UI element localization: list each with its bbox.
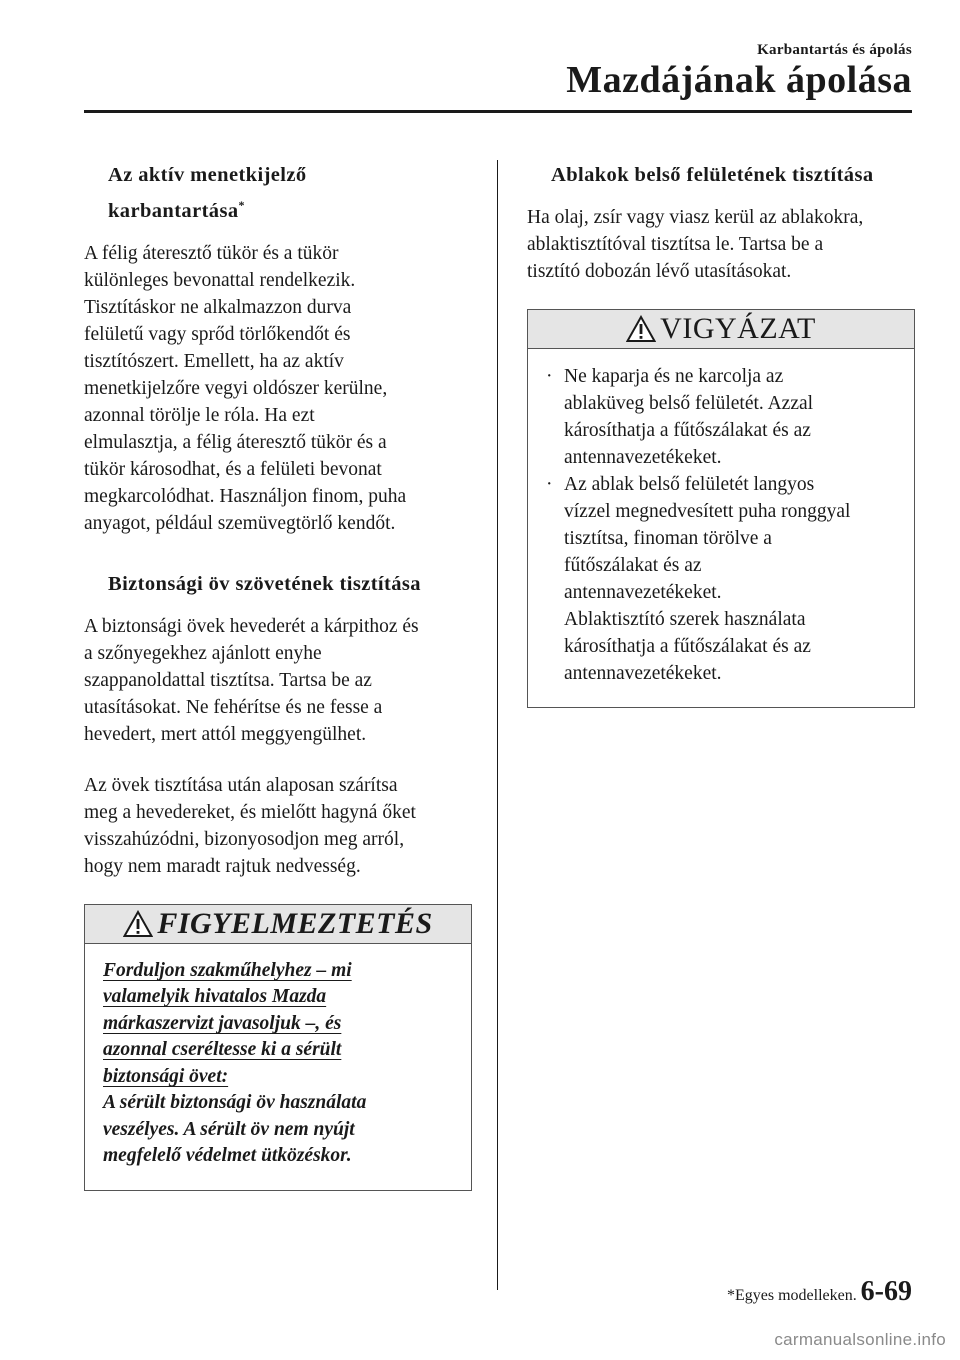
heading-line-1: Az aktív menetkijelző: [108, 164, 307, 186]
text-line: anyagot, például szemüvegtörlő kendőt.: [84, 512, 396, 534]
text-line: utasításokat. Ne fehérítse és ne fesse a: [84, 696, 383, 718]
text-line: hogy nem maradt rajtuk nedvesség.: [84, 855, 361, 877]
caution-list-item: [546, 471, 896, 687]
bullet-marker: ·: [546, 366, 553, 387]
warning-label: FIGYELMEZTETÉS: [157, 906, 433, 940]
text-line: különleges bevonattal rendelkezik.: [84, 269, 356, 291]
text-line: A félig áteresztő tükör és a tükör: [84, 242, 339, 264]
caution-triangle-icon: [626, 315, 656, 343]
seatbelt-paragraph-1: [84, 613, 472, 748]
left-column: [84, 160, 472, 1191]
page-number: 6-69: [860, 1276, 912, 1307]
column-divider: [497, 160, 498, 1290]
text-line: Tisztításkor ne alkalmazzon durva: [84, 296, 352, 318]
warning-line: veszélyes. A sérült öv nem nyújt: [103, 1118, 355, 1140]
watermark: carmanualsonline.info: [774, 1330, 946, 1349]
text-line: a szőnyegekhez ajánlott enyhe: [84, 642, 322, 664]
warning-line: megfelelő védelmet ütközéskor.: [103, 1145, 352, 1167]
text-line: Ablaktisztító szerek használata: [564, 609, 806, 630]
right-column: [527, 160, 915, 708]
windows-paragraph: [527, 204, 915, 285]
text-line: ablaktisztítóval tisztítsa le. Tartsa be a: [527, 234, 824, 255]
text-line: visszahúzódni, bizonyosodjon meg arról,: [84, 828, 405, 850]
text-line: antennavezetékeket.: [564, 447, 722, 468]
text-line: Az ablak belső felületét langyos: [564, 474, 815, 495]
text-line: azonnal törölje le róla. Ha ezt: [84, 404, 315, 426]
caution-list: [546, 363, 896, 687]
text-line: megkarcolódhat. Használjon finom, puha: [84, 485, 407, 507]
warning-underlined-line: azonnal cseréltesse ki a sérült: [103, 1039, 342, 1061]
text-line: tisztítsa, finoman törölve a: [564, 528, 772, 549]
text-line: vízzel megnedvesített puha ronggyal: [564, 501, 851, 522]
text-line: A biztonsági övek hevederét a kárpithoz és: [84, 615, 419, 637]
text-line: Ne kaparja és ne karcolja az: [564, 366, 784, 387]
text-line: elmulasztja, a félig áteresztő tükör és a: [84, 431, 387, 453]
text-line: Az övek tisztítása után alaposan szárítsa: [84, 774, 398, 796]
header-rule: [84, 110, 912, 113]
footnote-marker: *: [238, 198, 245, 212]
text-line: felületű vagy sprőd törlőkendőt és: [84, 323, 351, 345]
caution-header: [528, 310, 914, 349]
hud-paragraph: [84, 240, 472, 537]
warning-triangle-icon: [123, 910, 153, 938]
bullet-marker: ·: [546, 474, 553, 495]
text-line: antennavezetékeket.: [564, 663, 722, 684]
warning-line: A sérült biztonsági öv használata: [103, 1092, 367, 1114]
text-line: antennavezetékeket.: [564, 582, 722, 603]
text-line: károsíthatja a fűtőszálakat és az: [564, 636, 811, 657]
warning-header: [85, 905, 471, 944]
text-line: fűtőszálakat és az: [564, 555, 702, 576]
text-line: hevedert, mert attól meggyengülhet.: [84, 723, 367, 745]
chapter-label: Karbantartás és ápolás: [757, 42, 912, 58]
warning-underlined-line: biztonsági övet:: [103, 1065, 229, 1087]
text-line: szappanoldattal tisztítsa. Tartsa be az: [84, 669, 372, 691]
section-heading-windows: Ablakok belső felületének tisztítása: [551, 164, 874, 186]
caution-list-item: [546, 363, 896, 471]
text-line: károsíthatja a fűtőszálakat és az: [564, 420, 811, 441]
text-line: tükör károsodhat, és a felületi bevonat: [84, 458, 382, 480]
seatbelt-paragraph-2: [84, 772, 472, 880]
text-line: tisztítószert. Emellett, ha az aktív: [84, 350, 344, 372]
warning-underlined-line: márkaszervizt javasoljuk –, és: [103, 1012, 342, 1034]
warning-underlined-line: Forduljon szakműhelyhez – mi: [103, 959, 352, 981]
warning-box: [84, 904, 472, 1191]
text-line: meg a hevedereket, és mielőtt hagyná őket: [84, 801, 416, 823]
footnote: *Egyes modelleken.: [727, 1287, 857, 1304]
section-heading-hud: [84, 160, 472, 226]
heading-line-2: karbantartása: [108, 199, 239, 222]
text-line: ablaküveg belső felületét. Azzal: [564, 393, 814, 414]
caution-box: [527, 309, 915, 708]
text-line: menetkijelzőre vegyi oldószer kerülne,: [84, 377, 388, 399]
caution-label: VIGYÁZAT: [660, 312, 816, 345]
warning-underlined-line: valamelyik hivatalos Mazda: [103, 986, 327, 1008]
section-heading-seatbelt: Biztonsági öv szövetének tisztítása: [108, 572, 421, 595]
text-line: tisztító dobozán lévő utasításokat.: [527, 261, 792, 282]
text-line: Ha olaj, zsír vagy viasz kerül az ablakokra,: [527, 207, 864, 228]
page-title: Mazdájának ápolása: [566, 59, 912, 101]
warning-text: [85, 944, 471, 1190]
